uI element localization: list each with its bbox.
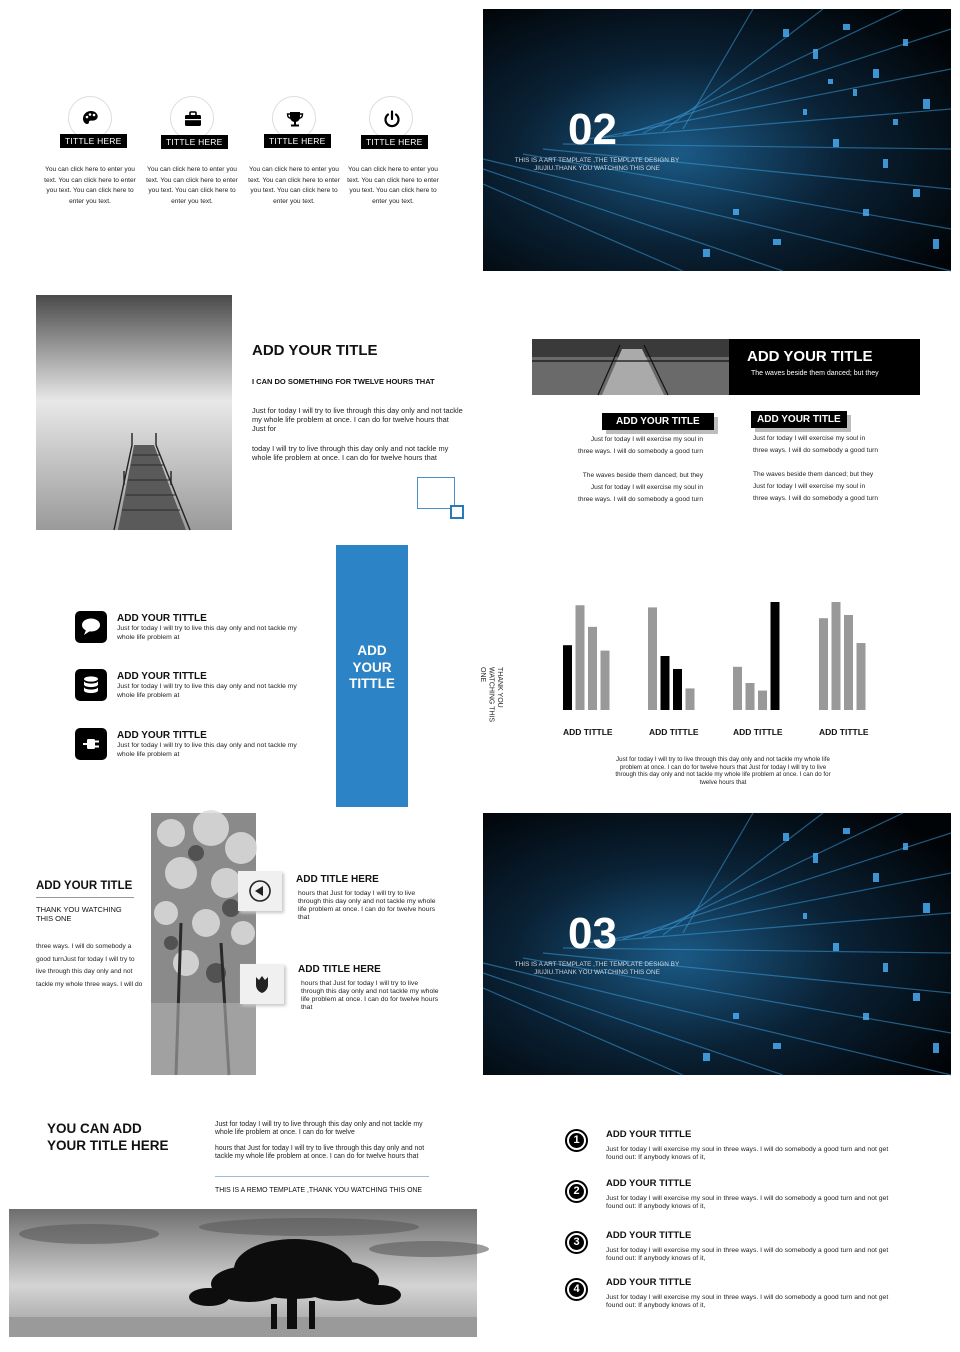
bar-4-4 [857, 643, 866, 710]
card-play-back [238, 871, 282, 911]
slide-two-columns [483, 295, 951, 531]
plug-icon [75, 728, 107, 760]
bar-4-3 [844, 615, 853, 710]
slide3-title: ADD YOUR TITLE [252, 342, 378, 359]
bar-1-4 [601, 651, 610, 710]
slide7-item1-title: ADD TITLE HERE [296, 874, 379, 885]
col1-line5: three ways. I will do somebody a good turn [578, 496, 703, 503]
list-item2-text: Just for today I will try to live this day only and not tackle my whole life problem at [117, 683, 297, 699]
chart-cat-label-4: ADD TITTLE [819, 727, 869, 737]
slide9-para1: Just for today I will try to live through this day only and not tackle my whole life problem at once. I can do for twelve [215, 1121, 423, 1137]
section-number: 03 [568, 909, 617, 958]
numbered-item3-text: Just for today I will exercise my soul in three ways. I will do somebody a good turn and not get found out: If anybody knows of it, [606, 1247, 889, 1262]
number-badge-3 [565, 1231, 588, 1254]
number-badge-2 [565, 1180, 588, 1203]
section-subtitle: THIS IS A ART TEMPLATE ,THE TEMPLATE DESIGN BY JIUJIU.THANK YOU WATCHING THIS ONE [514, 157, 680, 172]
list-item3-title: ADD YOUR TITTLE [117, 730, 207, 741]
col2-line4: Just for today I will exercise my soul in [753, 483, 866, 490]
slide-section-02 [483, 9, 951, 271]
col2-label: ADD YOUR TITLE [751, 411, 847, 428]
numbered-item2-title: ADD YOUR TITTLE [606, 1178, 692, 1189]
numbered-item4-text: Just for today I will exercise my soul in three ways. I will do somebody a good turn and not get found out: If anybody knows of it, [606, 1294, 889, 1309]
slide3-para1: Just for today I will try to live through this day only and not tackle my whole life problem at once. I can do for twelve hours that Just for [252, 406, 463, 433]
slide4-subtitle: The waves beside them danced; but they [751, 370, 879, 377]
slide4-title: ADD YOUR TITLE [747, 348, 873, 365]
number-badge-4 [565, 1278, 588, 1301]
numbered-item4-title: ADD YOUR TITTLE [606, 1277, 692, 1288]
slide7-item1-text: hours that Just for today I will try to live through this day only and not tackle my whole life problem at once. I can do for twelve hours that [298, 890, 436, 921]
bar-1-2 [576, 605, 585, 710]
bar-2-1 [648, 607, 657, 710]
col2-line1: Just for today I will exercise my soul in [753, 435, 866, 442]
number-1: 1 [569, 1133, 584, 1148]
chart-cat-label-3: ADD TITTLE [733, 727, 783, 737]
bar-3-2 [746, 683, 755, 710]
numbered-item1-title: ADD YOUR TITTLE [606, 1129, 692, 1140]
bar-2-3 [673, 669, 682, 710]
number-2: 2 [569, 1184, 584, 1199]
col2-text [753, 433, 923, 505]
slide7-body: three ways. I will do somebody a good turnJust for today I will try to live through this day only and not tackle my whole three ways. I will do [36, 943, 143, 988]
pier-banner-photo [532, 339, 729, 395]
number-badge-1 [565, 1129, 588, 1152]
slide-numbered-list [483, 1099, 951, 1339]
decor-square-small [450, 505, 464, 519]
slide-photo-text [9, 295, 477, 531]
item2-text: You can click here to enter you text. You can click here to enter you text. You can click here to enter you text. [146, 166, 238, 205]
item1-tag: TITTLE HERE [60, 134, 127, 148]
col1-line2: three ways. I will do somebody a good turn [578, 448, 703, 455]
bar-3-3 [758, 691, 767, 710]
slide9-footer: THIS IS A REMO TEMPLATE ,THANK YOU WATCHING THIS ONE [215, 1187, 423, 1194]
col2-line3: The waves beside them danced; but they [753, 471, 874, 478]
list-item2-title: ADD YOUR TITTLE [117, 671, 207, 682]
numbered-item1-text: Just for today I will exercise my soul in three ways. I will do somebody a good turn and not get found out: If anybody knows of it, [606, 1146, 889, 1161]
section-number: 02 [568, 105, 617, 154]
numbered-item3-title: ADD YOUR TITTLE [606, 1230, 692, 1241]
bar-3-4 [771, 602, 780, 710]
col1-text [541, 434, 703, 506]
slide7-subtitle: THANK YOU WATCHING THIS ONE [36, 905, 122, 923]
number-3: 3 [569, 1235, 584, 1250]
chart-cat-label-1: ADD TITTLE [563, 727, 613, 737]
col1-label: ADD YOUR TITLE [602, 413, 714, 430]
forest-photo [151, 813, 256, 1075]
slide7-title: ADD YOUR TITLE [36, 880, 133, 892]
item3-tag: TITTLE HERE [264, 134, 331, 148]
slide3-subtitle: I CAN DO SOMETHING FOR TWELVE HOURS THAT [252, 377, 435, 386]
col1-line4: Just for today I will exercise my soul in [590, 484, 703, 491]
bar-1-1 [563, 645, 572, 710]
database-icon [75, 669, 107, 701]
col2-line5: three ways. I will do somebody a good turn [753, 495, 878, 502]
col1-line1: Just for today I will exercise my soul in [590, 436, 703, 443]
card-shield [240, 964, 284, 1004]
bar-2-4 [686, 688, 695, 710]
bar-4-2 [832, 602, 841, 710]
slide-tree [9, 1099, 477, 1339]
vertical-text: THANK YOU WATCHING THIS ONE [479, 667, 503, 723]
chart-cat-label-2: ADD TITTLE [649, 727, 699, 737]
item4-tag: TITTLE HERE [361, 135, 428, 149]
banner-title: ADD YOUR TITTLE [349, 643, 395, 691]
title-block [729, 339, 920, 395]
power-icon [369, 96, 413, 140]
slide-forest [9, 813, 477, 1075]
slide-bar-chart [483, 545, 951, 807]
slide7-item2-text: hours that Just for today I will try to live through this day only and not tackle my whole life problem at once. I can do for twelve hours that [301, 980, 439, 1011]
chart-caption: Just for today I will try to live through this day only and not tackle my whole life problem at once. I can do for twelve hours that Just for today I will try to live through this day only and not tackle my whole life problem at once. I can do for twelve hours that [615, 756, 831, 786]
slide-icon-list [9, 545, 503, 807]
pier-photo [36, 295, 232, 530]
slide-icons [9, 9, 477, 271]
briefcase-icon [170, 96, 214, 140]
tech-background-image [483, 9, 951, 271]
slide-section-03 [483, 813, 951, 1075]
col1-line3: The waves beside them danced; but they [582, 472, 703, 479]
list-item3-text: Just for today I will try to live this day only and not tackle my whole life problem at [117, 742, 297, 758]
bar-1-3 [588, 627, 597, 710]
item2-tag: TITTLE HERE [161, 135, 228, 149]
slide9-para2: hours that Just for today I will try to live through this day only and not tackle my whole life problem at once. I can do for twelve hours that [215, 1145, 425, 1161]
list-item1-text: Just for today I will try to live this day only and not tackle my whole life problem at [117, 625, 297, 641]
list-item1-title: ADD YOUR TITTLE [117, 613, 207, 624]
slide7-item2-title: ADD TITLE HERE [298, 964, 381, 975]
speech-bubble-icon [75, 611, 107, 643]
tech-background-image [483, 813, 951, 1075]
bar-2-2 [661, 656, 670, 710]
number-4: 4 [569, 1282, 584, 1297]
item3-text: You can click here to enter you text. You can click here to enter you text. You can click here to enter you text. [248, 166, 340, 205]
slide9-title: YOU CAN ADD YOUR TITLE HERE [47, 1121, 169, 1153]
tree-panorama-photo [9, 1209, 477, 1337]
bar-4-1 [819, 618, 828, 710]
col2-line2: three ways. I will do somebody a good turn [753, 447, 878, 454]
slide7-rule [36, 897, 134, 898]
section-subtitle: THIS IS A ART TEMPLATE ,THE TEMPLATE DESIGN BY JIUJIU.THANK YOU WATCHING THIS ONE [514, 961, 680, 976]
slide9-rule [215, 1176, 429, 1177]
bar-3-1 [733, 667, 742, 710]
item1-text: You can click here to enter you text. You can click here to enter you text. You can click here to enter you text. [44, 166, 136, 205]
item4-text: You can click here to enter you text. You can click here to enter you text. You can click here to enter you text. [347, 166, 439, 205]
blue-banner [336, 545, 408, 807]
numbered-item2-text: Just for today I will exercise my soul in three ways. I will do somebody a good turn and not get found out: If anybody knows of it, [606, 1195, 889, 1210]
slide3-para2: today I will try to live through this day only and not tackle my whole life problem at once. I can do for twelve hours that [252, 444, 449, 462]
